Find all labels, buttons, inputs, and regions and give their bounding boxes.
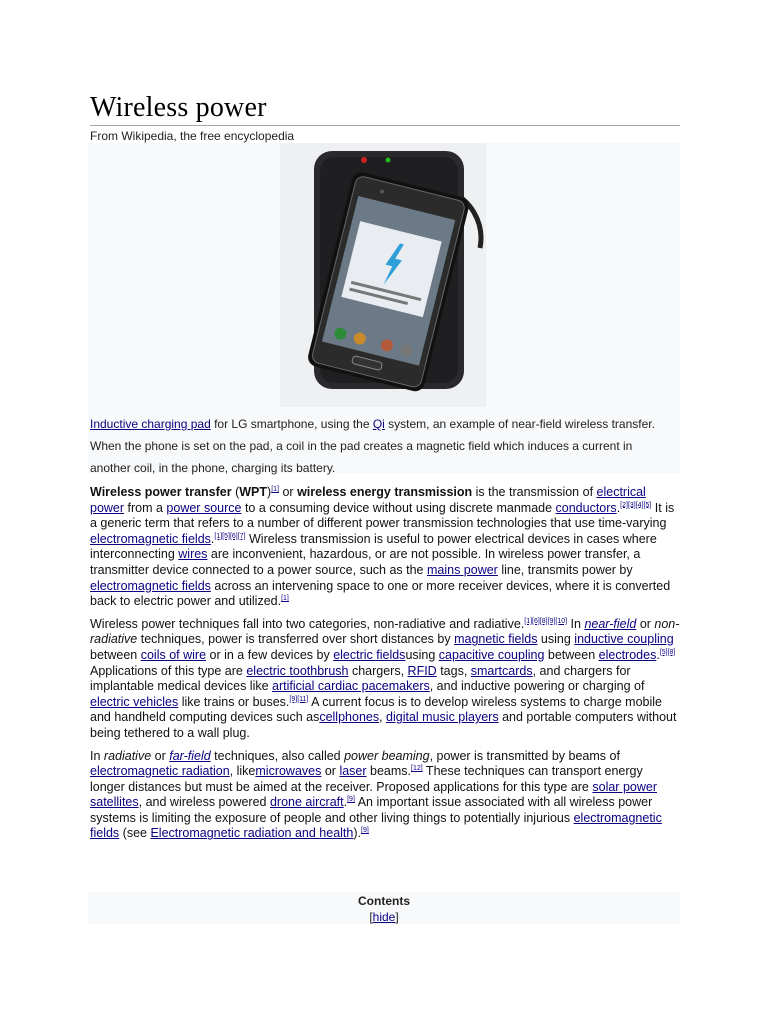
citation-link[interactable]: [1][5][6][7] (214, 532, 246, 540)
citation-link[interactable]: [1] (281, 595, 289, 602)
citation-link[interactable]: [2][3][4][5] (620, 501, 652, 509)
power-source-link[interactable]: power source (166, 500, 242, 515)
mains-power-link[interactable]: mains power (426, 562, 498, 577)
smartcards-link[interactable]: smartcards (470, 663, 533, 678)
electrical-power-link[interactable]: electrical power (90, 485, 646, 515)
citation-link[interactable]: [9] (347, 796, 355, 804)
near-field-link[interactable]: near-field (584, 616, 637, 631)
wires-link[interactable]: wires (178, 547, 208, 562)
citation-link[interactable]: [1][6][8][9][10] (524, 617, 568, 625)
artificial-cardiac-pacemakers-link[interactable]: artificial cardiac pacemakers (272, 679, 430, 694)
toc-toggle: [hide] (369, 910, 399, 924)
electromagnetic-fields-link[interactable]: electromagnetic fields (90, 531, 211, 546)
electric-toothbrush-link[interactable]: electric toothbrush (246, 663, 349, 678)
figure-caption: Inductive charging pad for LG smartphone, using the Qi system, an example of near-field wireless transfer. When the phone is set on the pad, a coil in the pad creates a magnetic field which induces a current in another coil, in the phone, charging its battery. (90, 417, 655, 475)
citation-link[interactable]: [9][11] (289, 695, 309, 703)
solar-power-satellites-link[interactable]: solar power satellites (90, 779, 657, 810)
article-body (90, 485, 680, 849)
qi-link[interactable]: Qi (372, 417, 385, 431)
citation-link[interactable]: [12] (411, 764, 423, 772)
paragraph-categories: Wireless power techniques fall into two categories, non-radiative and radiative.[1][6][8][9][10] In near-field or non-radiative techniques, power is transferred over short distances by magnetic fields using inductive coupling between coils of wire or in a few devices by electric fieldsusing capacitive coupling between electrodes.[5][8] Applications of this type are electric toothbrush chargers, RFID tags, smartcards, and chargers for implantable medical devices like artificial cardiac pacemakers, and inductive powering or charging of electric vehicles like trains or buses.[9][11] A current focus is to develop wireless systems to charge mobile and handheld computing devices such ascellphones, digital music players and portable computers without being tethered to a wall plug. (90, 616, 680, 740)
capacitive-coupling-link[interactable]: capacitive coupling (438, 647, 545, 662)
citation-link[interactable]: [9] (361, 827, 369, 835)
conductors-link[interactable]: conductors (555, 500, 617, 515)
drone-aircraft-link[interactable]: drone aircraft (269, 795, 344, 810)
digital-music-players-link[interactable]: digital music players (386, 710, 499, 725)
title-divider (90, 125, 680, 126)
electric-vehicles-link[interactable]: electric vehicles (90, 694, 179, 709)
rfid-link[interactable]: RFID (407, 663, 437, 678)
electromagnetic-fields-link[interactable]: electromagnetic fields (90, 578, 211, 593)
electromagnetic-radiation-link[interactable]: electromagnetic radiation (90, 764, 230, 779)
infobox-figure (88, 143, 680, 473)
paragraph-radiative: In radiative or far-field techniques, also called power beaming, power is transmitted by beams of electromagnetic radiation, likemicrowaves or laser beams.[12] These techniques can transport energy longer distances but must be aimed at the receiver. Proposed applications for this type are solar power satellites, and wireless powered drone aircraft.[9] An important issue associated with all wireless power systems is limiting the exposure of people and other living things to potentially injurious electromagnetic fields (see Electromagnetic radiation and health).[9] (90, 748, 662, 841)
electromagnetic-fields-link[interactable]: electromagnetic fields (90, 810, 662, 841)
page-title: Wireless power (90, 92, 267, 123)
coils-of-wire-link[interactable]: coils of wire (140, 647, 207, 662)
toc-hide-link[interactable]: hide (372, 910, 396, 924)
microwaves-link[interactable]: microwaves (255, 764, 322, 779)
citation-link[interactable]: [1] (271, 485, 279, 493)
em-radiation-and-health-link[interactable]: Electromagnetic radiation and health (150, 826, 354, 841)
charging-pad-photo[interactable] (280, 143, 486, 407)
electric-fields-link[interactable]: electric fields (333, 647, 406, 662)
inductive-coupling-link[interactable]: inductive coupling (574, 632, 674, 647)
citation-link[interactable]: [5][8] (659, 648, 676, 656)
electrodes-link[interactable]: electrodes (598, 647, 657, 662)
laser-link[interactable]: laser (339, 764, 367, 779)
phone-on-charging-pad-image (280, 143, 486, 407)
table-of-contents (88, 892, 680, 924)
cellphones-link[interactable]: cellphones (319, 710, 380, 725)
inductive-charging-pad-link[interactable]: Inductive charging pad (90, 417, 211, 431)
site-tagline: From Wikipedia, the free encyclopedia (90, 129, 295, 143)
magnetic-fields-link[interactable]: magnetic fields (454, 632, 538, 647)
paragraph-intro: Wireless power transfer (WPT)[1] or wireless energy transmission is the transmission of electrical power from a power source to a consuming device without using discrete manmade conductors.[2][3][4][5] It is a generic term that refers to a number of different power transmission technologies that use time-varying electromagnetic fields.[1][5][6][7] Wireless transmission is useful to power electrical devices in cases where interconnecting wires are inconvenient, hazardous, or are not possible. In wireless power transfer, a transmitter device connected to a power source, such as the mains power line, transmits power by electromagnetic fields across an intervening space to one or more receiver devices, where it is converted back to electric power and utilized.[1] (90, 485, 675, 609)
toc-title: Contents (358, 894, 410, 908)
far-field-link[interactable]: far-field (169, 748, 211, 763)
